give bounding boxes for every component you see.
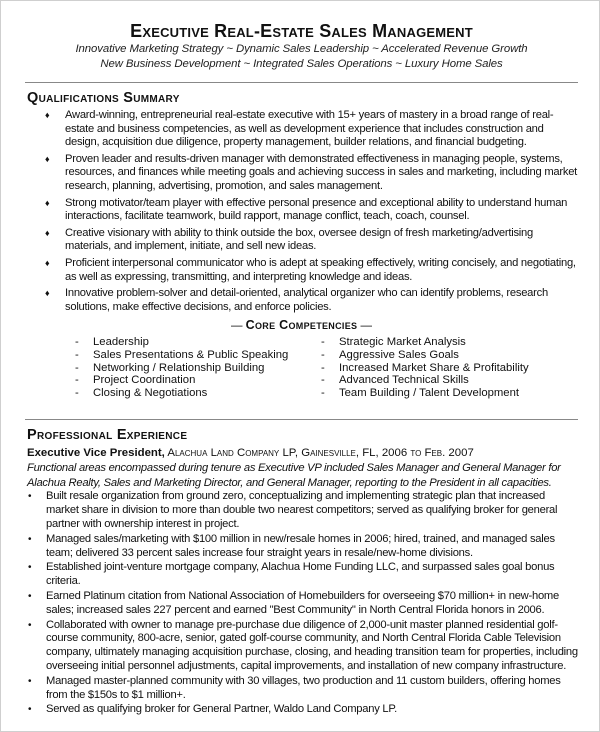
item-text: Built resale organization from ground zero, conceptualizing and implementing strategic plan that increased market share in division to more than double two nearest competitors; served as qualifying broker for general partner with ownership interest in project. bbox=[46, 490, 558, 531]
competency-item bbox=[321, 387, 529, 400]
achievement-item bbox=[28, 675, 578, 703]
item-text: Established joint-venture mortgage company, Alachua Home Funding LLC, and surpassed sales goal bonus criteria. bbox=[46, 561, 555, 588]
bullet-icon: • bbox=[28, 704, 32, 716]
item-text: Closing & Negotiations bbox=[93, 386, 208, 399]
competency-item bbox=[321, 336, 529, 349]
diamond-icon: ♦ bbox=[45, 227, 50, 238]
achievement-item bbox=[28, 590, 578, 618]
bullet-icon: • bbox=[28, 491, 32, 503]
item-text: Sales Presentations & Public Speaking bbox=[93, 348, 289, 361]
achievement-item bbox=[28, 561, 578, 589]
competencies-left bbox=[75, 336, 321, 399]
dash-right: — bbox=[360, 320, 373, 333]
dash-icon: - bbox=[75, 348, 79, 361]
competency-item bbox=[75, 387, 321, 400]
item-text: Managed sales/marketing with $100 million in new/resale homes in 2006; hired, trained, and managed sales team; delivered 33 percent sales increase four straight years in resale/new-home divisions. bbox=[46, 532, 555, 559]
qualification-item bbox=[45, 109, 578, 150]
achievement-item bbox=[28, 490, 578, 531]
competency-item bbox=[75, 336, 321, 349]
qualifications-list bbox=[45, 109, 578, 314]
item-text: Aggressive Sales Goals bbox=[339, 348, 459, 361]
item-text: Increased Market Share & Profitability bbox=[339, 361, 529, 374]
item-text: Team Building / Talent Development bbox=[339, 386, 520, 399]
job-heading bbox=[27, 446, 578, 461]
bullet-icon: • bbox=[28, 675, 32, 687]
item-text: Innovative problem-solver and detail-oriented, analytical organizer who can identify problems, research solutions, make effective decisions, and enforce policies. bbox=[65, 287, 548, 313]
diamond-icon: ♦ bbox=[45, 197, 50, 208]
qualification-item bbox=[45, 153, 578, 194]
job-company: Alachua Land Company LP, Gainesville, FL, 2006 to Feb. 2007 bbox=[164, 447, 474, 460]
competency-item bbox=[75, 374, 321, 387]
competencies-right bbox=[321, 336, 529, 399]
qualification-item bbox=[45, 257, 578, 284]
item-text: Strong motivator/team player with effective personal presence and exceptional ability to understand human interactions, facilitate teamwork, build rapport, manage conflict, teach, coach, counsel. bbox=[65, 196, 568, 223]
bullet-icon: • bbox=[28, 562, 32, 574]
dash-icon: - bbox=[75, 336, 79, 349]
dash-icon: - bbox=[75, 361, 79, 374]
item-text: Proven leader and results-driven manager with demonstrated effectiveness in managing people, systems, resources, and finances while meeting goals and achieving success in sales and marketing, including market research, planning, advertising, promotion, and sales management. bbox=[65, 152, 578, 192]
item-text: Project Coordination bbox=[93, 374, 196, 387]
competency-item bbox=[321, 362, 529, 375]
item-text: Collaborated with owner to manage pre-purchase due diligence of 2,000-unit master planned residential golf-course community, 800-acre, senior, gated golf-course community, and North Central Florida Cable Television company, ultimately managing acquisition purchase, closing, and heading transition team for properties, including overseeing initial personnel adjustments, capital improvements, and installation of new company infrastructure. bbox=[46, 618, 578, 673]
dash-icon: - bbox=[321, 374, 325, 387]
diamond-icon: ♦ bbox=[45, 288, 50, 299]
competencies-columns bbox=[25, 336, 578, 399]
divider bbox=[25, 419, 578, 420]
job-title: Executive Vice President, bbox=[27, 447, 165, 460]
job-description: Functional areas encompassed during tenure as Executive VP included Sales Manager and General Manager for Alachua Realty, Sales and Marketing Director, and General Manager, reporting to the President in all capacities. bbox=[27, 462, 561, 489]
qualification-item bbox=[45, 287, 578, 314]
dash-icon: - bbox=[321, 348, 325, 361]
core-competencies-heading bbox=[25, 318, 578, 334]
tagline-1: Innovative Marketing Strategy ~ Dynamic Sales Leadership ~ Accelerated Revenue Growth bbox=[75, 43, 528, 55]
item-text: Award-winning, entrepreneurial real-estate executive with 15+ years of mastery in a broad range of real-estate and business competencies, as well as development experience that includes construction and design, acquisition due diligence, property management, builder relations, and financial budgeting. bbox=[65, 109, 554, 149]
dash-left: — bbox=[230, 320, 243, 333]
tagline-2: New Business Development ~ Integrated Sales Operations ~ Luxury Home Sales bbox=[100, 58, 503, 70]
dash-icon: - bbox=[75, 386, 79, 399]
dash-icon: - bbox=[321, 361, 325, 374]
qualification-item bbox=[45, 197, 578, 224]
dash-icon: - bbox=[75, 374, 79, 387]
core-competencies-title: Core Competencies bbox=[245, 318, 358, 333]
item-text: Earned Platinum citation from National Association of Homebuilders for overseeing $70 million+ in new-home sales; increased sales 227 percent and earned "Best Community" in North Central Florida honors in 2006. bbox=[46, 590, 559, 616]
competency-item bbox=[321, 374, 529, 387]
bullet-icon: • bbox=[28, 619, 32, 631]
competency-item bbox=[75, 362, 321, 375]
competency-item bbox=[321, 349, 529, 362]
qualifications-heading: Qualifications Summary bbox=[27, 90, 180, 106]
item-text: Managed master-planned community with 30 villages, two production and 11 custom builders, offering homes from the $150s to $1 million+. bbox=[46, 674, 561, 701]
dash-icon: - bbox=[321, 386, 325, 399]
item-text: Proficient interpersonal communicator who is adept at speaking effectively, writing concisely, and negotiating, as well as expressing, transmitting, and interpreting knowledge and ideas. bbox=[65, 256, 576, 283]
competency-item bbox=[75, 349, 321, 362]
achievement-item bbox=[28, 533, 578, 561]
item-text: Strategic Market Analysis bbox=[339, 336, 466, 349]
bullet-icon: • bbox=[28, 591, 32, 603]
item-text: Served as qualifying broker for General Partner, Waldo Land Company LP. bbox=[46, 703, 398, 716]
item-text: Creative visionary with ability to think outside the box, oversee design of fresh marketing/advertising materials, and implement, initiate, and sell new ideas. bbox=[65, 226, 533, 253]
diamond-icon: ♦ bbox=[45, 110, 50, 120]
bullet-icon: • bbox=[28, 533, 32, 545]
resume-title: Executive Real-Estate Sales Management bbox=[130, 21, 473, 41]
achievement-item bbox=[28, 703, 578, 717]
item-text: Networking / Relationship Building bbox=[93, 361, 265, 374]
experience-list bbox=[28, 490, 578, 717]
divider bbox=[25, 82, 578, 83]
item-text: Leadership bbox=[93, 336, 149, 349]
dash-icon: - bbox=[321, 336, 325, 349]
diamond-icon: ♦ bbox=[45, 153, 50, 164]
diamond-icon: ♦ bbox=[45, 257, 50, 268]
qualification-item bbox=[45, 227, 578, 254]
experience-heading: Professional Experience bbox=[27, 427, 188, 444]
achievement-item bbox=[28, 619, 578, 674]
item-text: Advanced Technical Skills bbox=[339, 374, 469, 387]
